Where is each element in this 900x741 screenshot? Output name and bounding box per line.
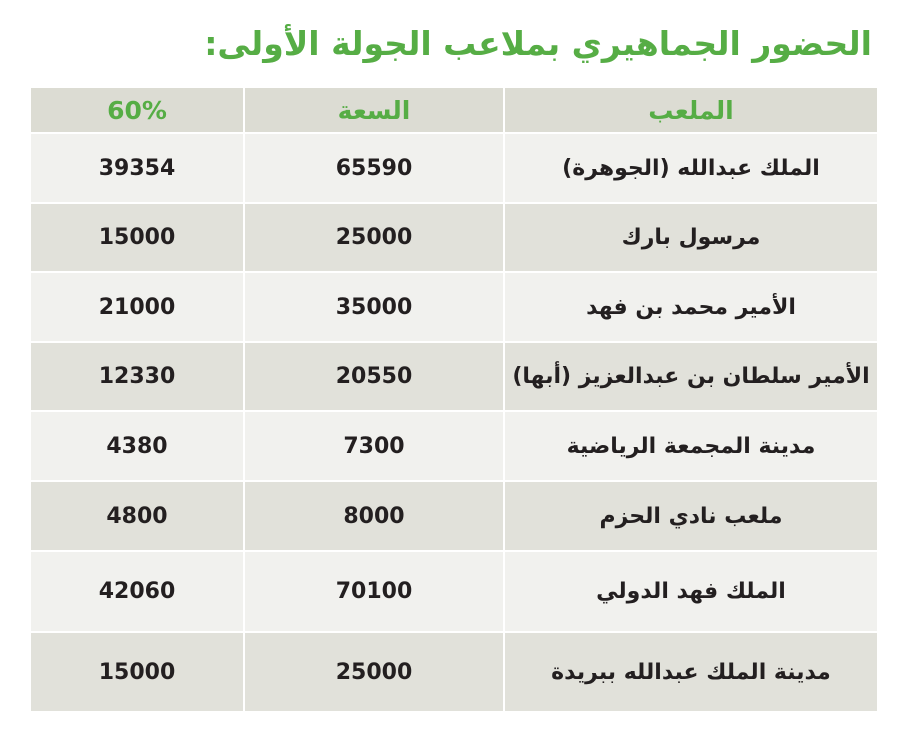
cell-capacity: 25000 xyxy=(244,632,504,712)
cell-stadium: الملك فهد الدولي xyxy=(504,551,878,632)
cell-stadium: الأمير سلطان بن عبدالعزيز (أبها) xyxy=(504,342,878,411)
cell-capacity: 25000 xyxy=(244,203,504,272)
page-title: الحضور الجماهيري بملاعب الجولة الأولى: xyxy=(204,24,872,63)
table-row xyxy=(30,203,878,272)
cell-capacity: 20550 xyxy=(244,342,504,411)
cell-stadium: مرسول بارك xyxy=(504,203,878,272)
cell-stadium: مدينة المجمعة الرياضية xyxy=(504,411,878,481)
table-row xyxy=(30,272,878,342)
cell-percent: 4800 xyxy=(30,481,244,551)
table-row xyxy=(30,133,878,203)
cell-capacity: 65590 xyxy=(244,133,504,203)
table-row xyxy=(30,632,878,712)
table-row xyxy=(30,411,878,481)
cell-stadium: الملك عبدالله (الجوهرة) xyxy=(504,133,878,203)
cell-stadium: مدينة الملك عبدالله ببريدة xyxy=(504,632,878,712)
cell-stadium: ملعب نادي الحزم xyxy=(504,481,878,551)
cell-percent: 12330 xyxy=(30,342,244,411)
cell-percent: 21000 xyxy=(30,272,244,342)
table-row xyxy=(30,551,878,632)
cell-stadium: الأمير محمد بن فهد xyxy=(504,272,878,342)
header-percent: 60% xyxy=(30,87,244,133)
cell-capacity: 35000 xyxy=(244,272,504,342)
cell-percent: 15000 xyxy=(30,632,244,712)
table-row xyxy=(30,342,878,411)
table-row xyxy=(30,481,878,551)
cell-percent: 42060 xyxy=(30,551,244,632)
attendance-table xyxy=(29,86,879,713)
cell-capacity: 70100 xyxy=(244,551,504,632)
table-header-row xyxy=(30,87,878,133)
cell-capacity: 8000 xyxy=(244,481,504,551)
header-stadium: الملعب xyxy=(504,87,878,133)
cell-percent: 15000 xyxy=(30,203,244,272)
cell-percent: 39354 xyxy=(30,133,244,203)
header-capacity: السعة xyxy=(244,87,504,133)
cell-percent: 4380 xyxy=(30,411,244,481)
cell-capacity: 7300 xyxy=(244,411,504,481)
